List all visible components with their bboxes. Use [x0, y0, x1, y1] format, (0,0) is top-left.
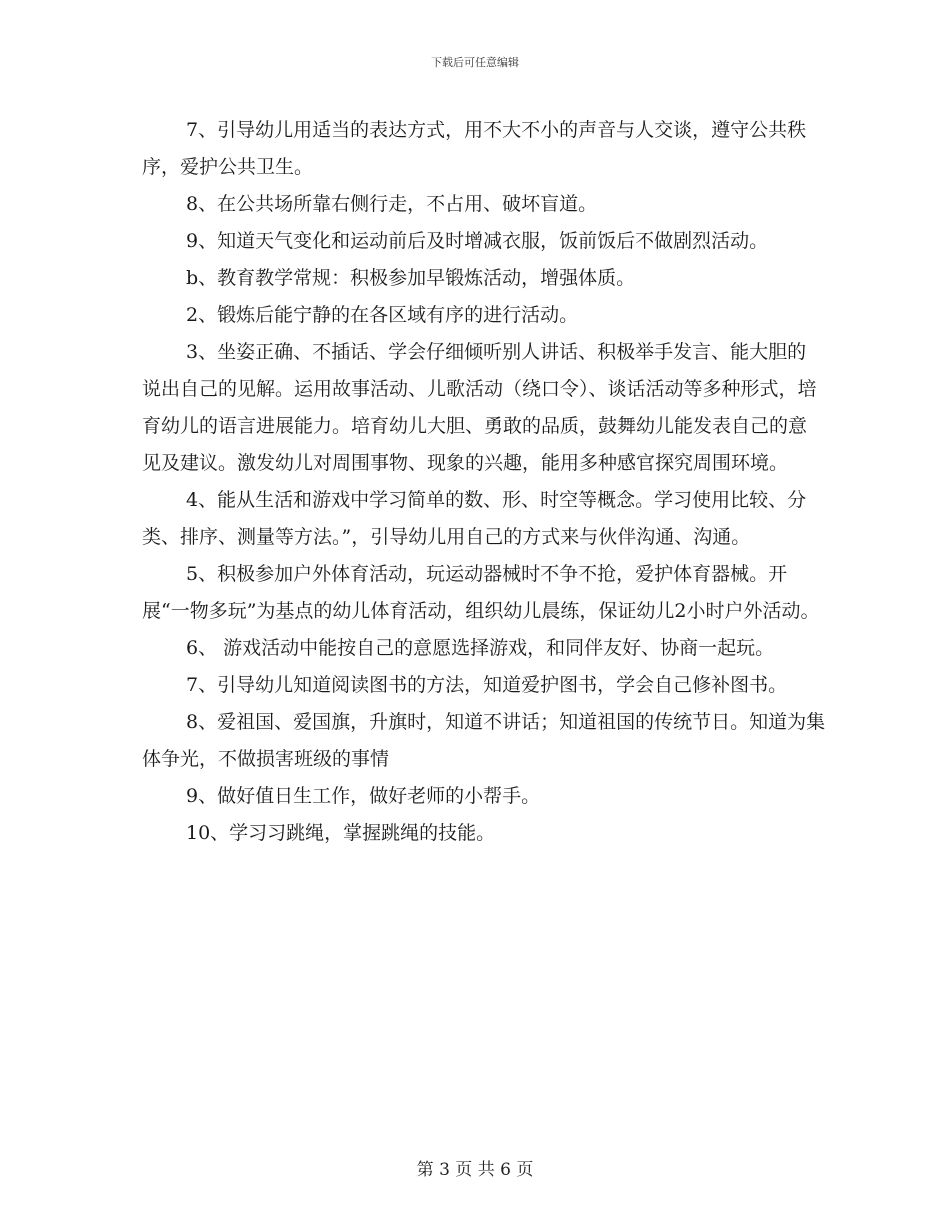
page-header: 下载后可任意编辑: [431, 56, 519, 69]
paragraph-rope-skipping: 10、学习习跳绳，掌握跳绳的技能。: [186, 822, 496, 844]
paragraph-math-concepts: 4、能从生活和游戏中学习简单的数、形、时空等概念。学习使用比较、分类、排序、测量等方法。”，引导幼儿用自己的方式来与伙伴沟通、沟通。: [142, 489, 807, 548]
document-body: [142, 112, 826, 852]
paragraph-teaching-routine: b、教育教学常规：积极参加早锻炼活动，增强体质。: [186, 267, 636, 289]
paragraph-public-manners: 7、引导幼儿用适当的表达方式，用不大不小的声音与人交谈，遵守公共秩序，爱护公共卫生。: [142, 119, 807, 178]
paragraph-after-exercise: 2、锻炼后能宁静的在各区域有序的进行活动。: [186, 304, 579, 326]
paragraph-duty-helper: 9、做好值日生工作，做好老师的小帮手。: [186, 785, 541, 807]
paragraph-game-activity: 6、 游戏活动中能按自己的意愿选择游戏，和同伴友好、协商一起玩。: [186, 637, 775, 659]
page-number-footer: 第 3 页 共 6 页: [416, 1160, 534, 1180]
paragraph-walk-right: 8、在公共场所靠右侧行走，不占用、破坏盲道。: [186, 193, 598, 215]
paragraph-outdoor-sports: 5、积极参加户外体育活动，玩运动器械时不争不抢，爱护体育器械。开展“一物多玩”为基点的幼儿体育活动，组织幼儿晨练，保证幼儿2小时户外活动。: [142, 563, 820, 622]
paragraph-reading-books: 7、引导幼儿知道阅读图书的方法，知道爱护图书，学会自己修补图书。: [186, 674, 788, 696]
paragraph-patriotism: 8、爱祖国、爱国旗，升旗时，知道不讲话；知道祖国的传统节日。知道为集体争光，不做损害班级的事情: [142, 711, 826, 770]
paragraph-language-skills: 3、坐姿正确、不插话、学会仔细倾听别人讲话、积极举手发言、能大胆的说出自己的见解。运用故事活动、儿歌活动（绕口令）、谈话活动等多种形式，培育幼儿的语言进展能力。培育幼儿大胆、勇敢的品质，鼓舞幼儿能发表自己的意见及建议。激发幼儿对周围事物、现象的兴趣，能用多种感官探究周围环境。: [142, 341, 817, 474]
paragraph-weather-clothing: 9、知道天气变化和运动前后及时增减衣服，饭前饭后不做剧烈活动。: [186, 230, 769, 252]
